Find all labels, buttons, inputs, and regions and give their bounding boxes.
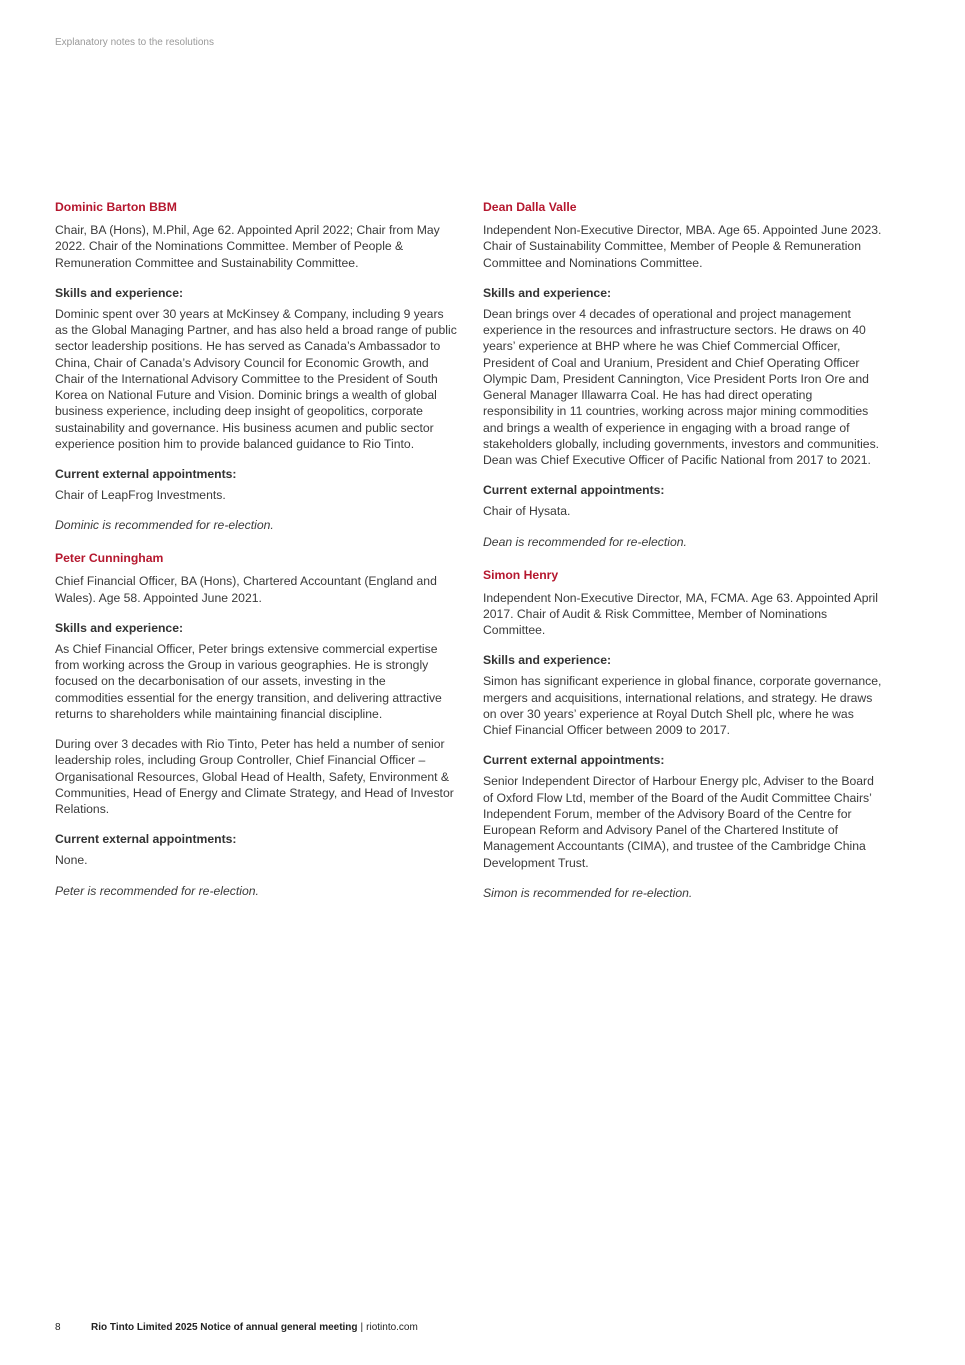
recommendation: Peter is recommended for re-election. — [55, 883, 259, 898]
director-name: Peter Cunningham — [55, 551, 164, 566]
skills-paragraph: During over 3 decades with Rio Tinto, Peter has held a number of senior leadership roles, including Group Controller, Chief Financial Officer – Organisational Resources, Global Head of Health, Safety, Environment & Communities, Head of Energy and Climate Strategy, and Head of Investor Relations. — [55, 737, 454, 816]
director-intro: Independent Non-Executive Director, MBA. Age 65. Appointed June 2023. Chair of Sustainability Committee, Member of People & Remuneration Committee and Nominations Committee. — [483, 223, 882, 270]
appointments-text: Chair of LeapFrog Investments. — [55, 488, 226, 502]
website-link[interactable]: riotinto.com — [366, 1322, 418, 1333]
footer-separator: | — [360, 1322, 364, 1333]
director-profile-simon-henry — [483, 567, 885, 901]
running-head: Explanatory notes to the resolutions — [55, 37, 214, 48]
document-title: Rio Tinto Limited 2025 Notice of annual general meeting — [91, 1322, 358, 1333]
director-intro: Chief Financial Officer, BA (Hons), Chartered Accountant (England and Wales). Age 58. Appointed June 2021. — [55, 574, 437, 605]
appointments-heading: Current external appointments: — [55, 832, 237, 847]
skills-paragraph: As Chief Financial Officer, Peter brings extensive commercial expertise from working across the Group in various geographies. He is strongly focused on the decarbonisation of our assets, investing in the commodities essential for the energy transition, and delivering attractive returns to shareholders while maintaining financial discipline. — [55, 641, 442, 721]
recommendation: Dean is recommended for re-election. — [483, 534, 687, 549]
director-intro: Chair, BA (Hons), M.Phil, Age 62. Appointed April 2022; Chair from May 2022. Chair of the Nominations Committee. Member of People & Remuneration Committee and Sustainability Committee. — [55, 223, 440, 270]
page-footer — [55, 1322, 418, 1333]
left-column — [55, 199, 457, 916]
appointments-text: None. — [55, 853, 88, 868]
director-name: Simon Henry — [483, 567, 559, 582]
director-intro: Independent Non-Executive Director, MA, FCMA. Age 63. Appointed April 2017. Chair of Audit & Risk Committee, Member of Nominations Committee. — [483, 590, 878, 637]
appointments-heading: Current external appointments: — [483, 483, 665, 498]
skills-paragraph: Dominic spent over 30 years at McKinsey & Company, including 9 years as the Global Managing Partner, and has also held a broad range of public sector leadership positions. He has served as Canada’s Ambassador to China, Chair of Canada’s Advisory Council for Economic Growth, and Chair of the International Advisory Committee to the President of South Korea on National Future and Vision. Dominic brings a wealth of global business experience, including deep insight of geopolitics, corporate sustainability and governance. His business acumen and public sector experience position him to provide balanced guidance to Rio Tinto. — [55, 306, 457, 451]
skills-heading: Skills and experience: — [55, 285, 184, 300]
skills-heading: Skills and experience: — [55, 620, 184, 635]
skills-heading: Skills and experience: — [483, 653, 612, 668]
skills-heading: Skills and experience: — [483, 285, 612, 300]
appointments-heading: Current external appointments: — [55, 467, 237, 481]
director-name: Dominic Barton BBM — [55, 200, 177, 214]
appointments-heading: Current external appointments: — [483, 753, 665, 768]
right-column — [483, 199, 885, 918]
page-number: 8 — [55, 1322, 61, 1333]
director-profile-dean-dalla-valle — [483, 199, 885, 550]
director-profile-peter-cunningham — [55, 550, 457, 898]
appointments-text: Senior Independent Director of Harbour Energy plc, Adviser to the Board of Oxford Flow Ltd, member of the Board of the Audit Committee Chairs’ Independent Forum, member of the Advisory Board of the Centre for European Reform and Advisory Panel of the Chartered Institute of Management Accountants (CIMA), and trustee of the Cambridge China Development Trust. — [483, 774, 874, 870]
recommendation: Dominic is recommended for re-election. — [55, 518, 274, 533]
skills-paragraph: Dean brings over 4 decades of operational and project management experience in the resources and infrastructure sectors. He draws on 40 years’ experience at BHP where he was Chief Commercial Officer, President of Coal and Uranium, President and Chief Operating Officer Olympic Dam, President Cannington, Vice President Ports Iron Ore and General Manager Illawarra Coal. He has had direct operating responsibility in 11 countries, working across major mining commodities and brings a wealth of experience in engaging with a broad range of stakeholders globally, including governments, investors and communities. Dean was Chief Executive Officer of Pacific National from 2017 to 2021. — [483, 306, 880, 467]
director-name: Dean Dalla Valle — [483, 200, 577, 214]
appointments-text: Chair of Hysata. — [483, 504, 571, 519]
skills-paragraph: Simon has significant experience in global finance, corporate governance, mergers and acquisitions, international relations, and strategy. He draws on over 30 years’ experience at Royal Dutch Shell plc, where he was Chief Financial Officer between 2009 to 2017. — [483, 674, 882, 737]
director-profile-dominic-barton — [55, 199, 457, 533]
recommendation: Simon is recommended for re-election. — [483, 885, 693, 900]
